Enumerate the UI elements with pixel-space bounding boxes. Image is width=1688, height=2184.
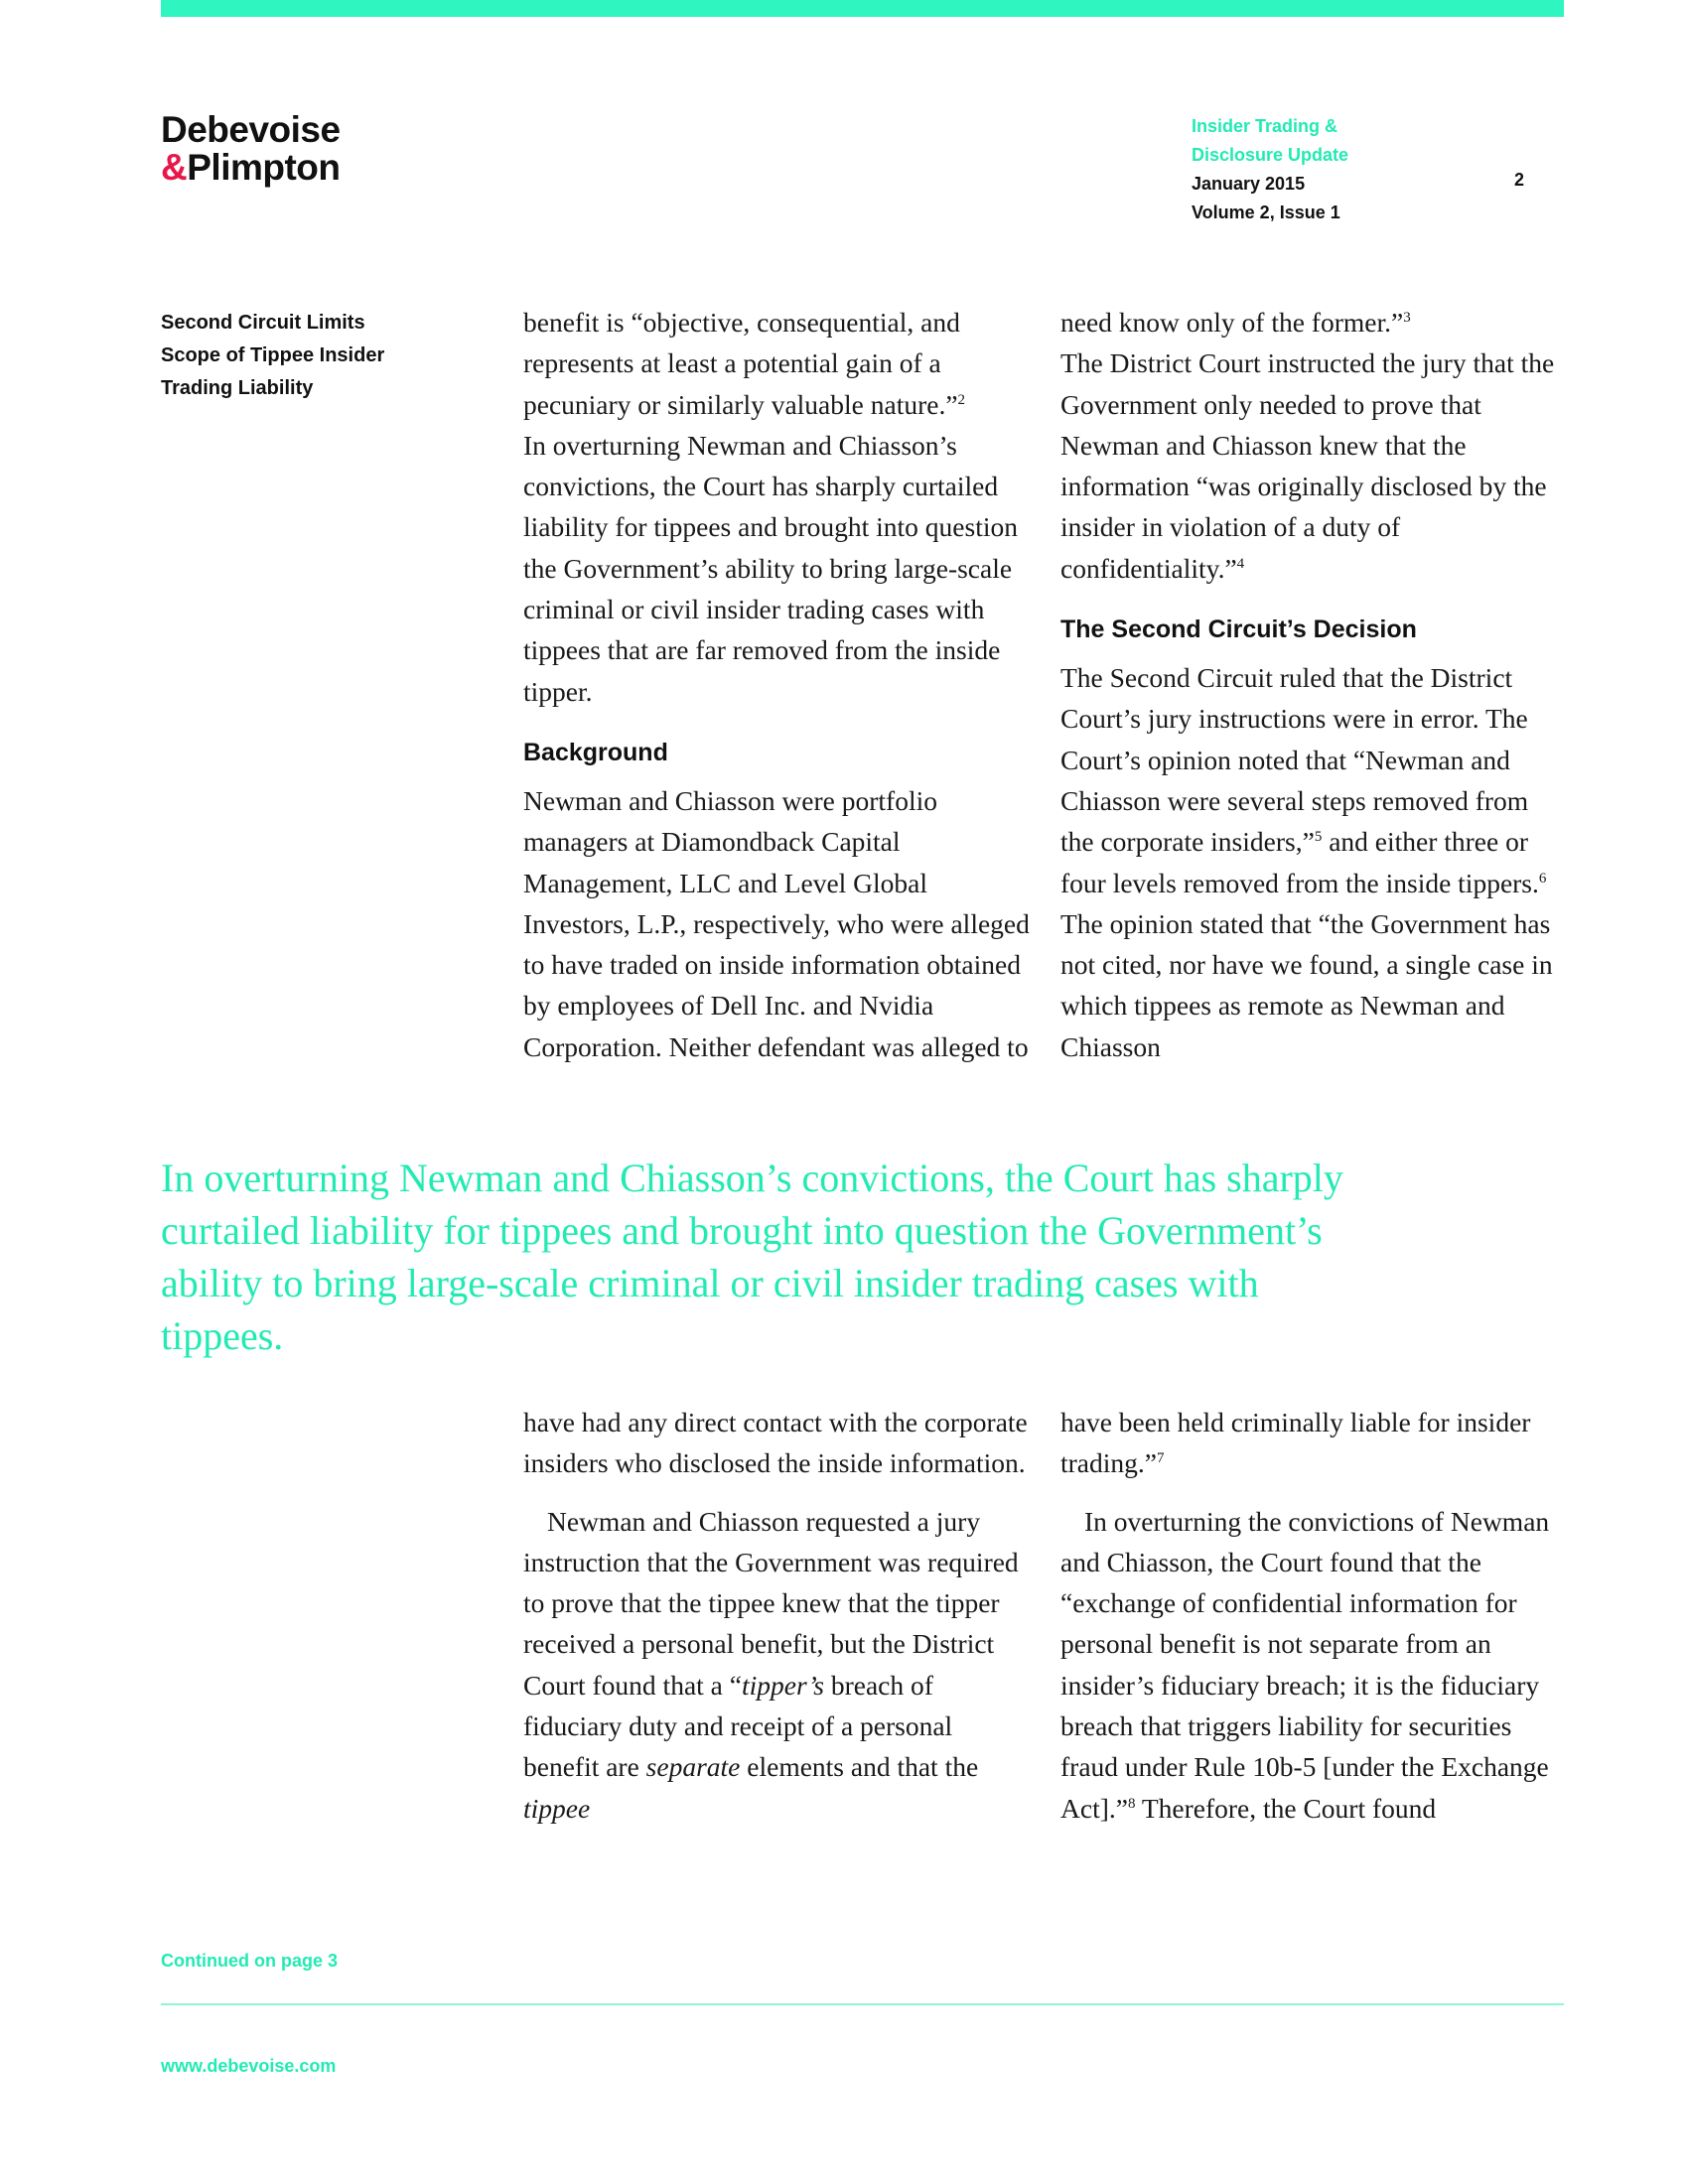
emphasis: separate	[645, 1751, 741, 1783]
issue-date: January 2015	[1192, 174, 1306, 194]
continued-link[interactable]: Continued on page 3	[161, 1951, 338, 1971]
pull-quote: In overturning Newman and Chiasson’s convictions, the Court has sharply curtailed liability for tippees and brought into question the Government’s ability to bring large-scale criminal or civil insider trading cases with tippees.	[161, 1156, 1343, 1358]
footnote-ref[interactable]: 8	[1127, 1795, 1136, 1812]
lower-left-column	[523, 1402, 1030, 1829]
paragraph	[1060, 657, 1567, 1067]
paragraph: In overturning Newman and Chiasson’s convictions, the Court has sharply curtailed liability for tippees and brought into question the Government’s ability to bring large-scale criminal or civil insider trading cases with tippees that are far removed from the inside tipper.	[523, 429, 1018, 707]
paragraph-text: The Second Circuit ruled that the District Court’s jury instructions were in error. The Court’s opinion noted that “Newman and Chiasson were several steps removed from the corporate insiders,”	[1060, 662, 1529, 858]
footnote-ref[interactable]: 6	[1538, 870, 1547, 887]
logo-plimpton: Plimpton	[187, 147, 341, 188]
paragraph	[523, 302, 1030, 425]
publication-title-line1: Insider Trading &	[1192, 116, 1338, 136]
paragraph-text: breach of fiduciary duty and receipt of a personal benefit are	[523, 1669, 953, 1783]
paragraph-text: elements and that the	[740, 1751, 979, 1783]
issue-volume: Volume 2, Issue 1	[1192, 203, 1340, 222]
paragraph	[523, 1501, 1030, 1829]
paragraph: have had any direct contact with the corporate insiders who disclosed the inside information.	[523, 1407, 1028, 1479]
paragraph	[1060, 1402, 1567, 1484]
article-title-line2: Scope of Tippee Insider	[161, 344, 385, 366]
paragraph-text: The District Court instructed the jury that the Government only needed to prove that Newman and Chiasson knew that the information “was originally disclosed by the insider in violation of a duty of confidentiality.”	[1060, 347, 1555, 584]
paragraph-text: The opinion stated that “the Government has not cited, nor have we found, a single case in which tippees as remote as Newman and Chiasson	[1060, 907, 1553, 1062]
page-number: 2	[1514, 170, 1525, 190]
section-heading-background: Background	[523, 738, 668, 766]
website-link[interactable]: www.debevoise.com	[161, 2056, 337, 2076]
paragraph-text: Newman and Chiasson requested a jury instruction that the Government was required to prove that the tippee knew that the tipper received a personal benefit, but the District Court found that a “	[523, 1505, 1019, 1701]
paragraph-text: and either three or four levels removed from the inside tippers.	[1060, 826, 1539, 898]
footnote-ref[interactable]: 4	[1236, 555, 1245, 572]
paragraph-text: need know only of the former.”	[1060, 307, 1404, 338]
paragraph-text: benefit is “objective, consequential, and represents at least a potential gain of a pecuniary or similarly valuable nature.”	[523, 307, 960, 420]
section-heading-decision: The Second Circuit’s Decision	[1060, 615, 1417, 644]
footnote-ref[interactable]: 2	[957, 391, 966, 408]
upper-right-column	[1060, 302, 1567, 1067]
footnote-ref[interactable]: 3	[1403, 309, 1411, 326]
footnote-ref[interactable]: 7	[1156, 1450, 1165, 1467]
publication-title-line2: Disclosure Update	[1192, 145, 1349, 165]
publication-header	[1192, 112, 1529, 227]
paragraph: Newman and Chiasson were portfolio managers at Diamondback Capital Management, LLC and Level Global Investors, L.P., respectively, who were alleged to have traded on inside information obtained by employees of Dell Inc. and Nvidia Corporation. Neither defendant was alleged to	[523, 784, 1030, 1062]
article-title-line1: Second Circuit Limits	[161, 312, 365, 334]
paragraph-text: In overturning the convictions of Newman and Chiasson, the Court found that the “exchange of confidential information for personal benefit is not separate from an insider’s fiduciary breach; it is the fiduciary breach that triggers liability for securities fraud under Rule 10b-5 [under the Exchange Act].”	[1060, 1505, 1550, 1824]
footer-divider	[161, 2003, 1564, 2005]
paragraph	[1060, 1501, 1567, 1829]
paragraph	[1060, 342, 1567, 589]
paragraph	[1060, 302, 1567, 342]
logo-line2	[161, 149, 341, 187]
footnote-ref[interactable]: 5	[1314, 829, 1323, 846]
top-accent-bar	[161, 0, 1564, 17]
paragraph-text: Therefore, the Court found	[1135, 1792, 1437, 1824]
emphasis: tippee	[523, 1792, 591, 1824]
logo-ampersand: &	[161, 147, 188, 188]
article-title-line3: Trading Liability	[161, 377, 314, 399]
lower-right-column	[1060, 1402, 1567, 1829]
upper-left-column	[523, 302, 1030, 1067]
paragraph-text: have been held criminally liable for insider trading.”	[1060, 1407, 1531, 1479]
firm-logo[interactable]	[161, 111, 341, 187]
emphasis: tipper’s	[741, 1669, 824, 1701]
article-title	[161, 307, 449, 405]
logo-line1: Debevoise	[161, 109, 341, 150]
